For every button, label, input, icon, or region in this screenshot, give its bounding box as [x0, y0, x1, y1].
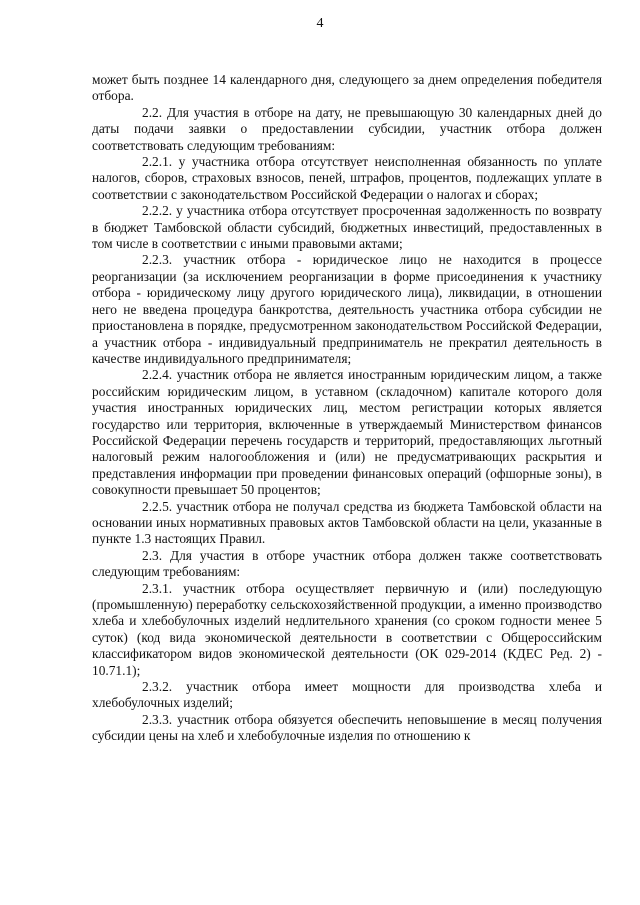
- paragraph: 2.2.4. участник отбора не является иностранным юридическим лицом, а также российским юридическим лицом, в уставном (складочном) капитале которого доля участия иностранных юридических лиц, местом регистрации которых является государство или территория, включенные в утверждаемый Министерством финансов Российской Федерации перечень государств и территорий, предоставляющих льготный налоговый режим налогообложения и (или) не предусматривающих раскрытия и представления информации при проведении финансовых операций (офшорные зоны), в совокупности превышает 50 процентов;: [92, 367, 602, 498]
- paragraph: 2.2.3. участник отбора - юридическое лицо не находится в процессе реорганизации (за исключением реорганизации в форме присоединения к участнику отбора - юридическому лицу другого юридического лица), ликвидации, в отношении него не введена процедура банкротства, деятельность участника отбора субсидии не приостановлена в порядке, предусмотренном законодательством Российской Федерации, а участник отбора - индивидуальный предприниматель не прекратил деятельность в качестве индивидуального предпринимателя;: [92, 252, 602, 366]
- paragraph: 2.2.2. у участника отбора отсутствует просроченная задолженность по возврату в бюджет Тамбовской области субсидий, бюджетных инвестиций, предоставленных в том числе в соответствии с иными правовыми актами;: [92, 203, 602, 252]
- paragraph: 2.2. Для участия в отборе на дату, не превышающую 30 календарных дней до даты подачи заявки о предоставлении субсидии, участник отбора должен соответствовать следующим требованиям:: [92, 104, 602, 153]
- paragraph: 2.3.2. участник отбора имеет мощности для производства хлеба и хлебобулочных изделий;: [92, 679, 602, 711]
- paragraph: 2.3. Для участия в отборе участник отбора должен также соответствовать следующим требованиям:: [92, 547, 602, 580]
- paragraph: 2.3.1. участник отбора осуществляет первичную и (или) последующую (промышленную) переработку сельскохозяйственной продукции, а именно производство хлеба и хлебобулочных изделий недлительного хранения (со сроком годности менее 5 суток) (код вида экономической деятельности в соответствии с Общероссийским классификатором видов экономической деятельности (ОК 029-2014 (КДЕС Ред. 2) - 10.71.1);: [92, 580, 602, 678]
- paragraph: 2.2.5. участник отбора не получал средства из бюджета Тамбовской области на основании иных нормативных правовых актов Тамбовской области на цели, указанные в пункте 1.3 настоящих Правил.: [92, 498, 602, 547]
- paragraph: 2.2.1. у участника отбора отсутствует неисполненная обязанность по уплате налогов, сборов, страховых взносов, пеней, штрафов, процентов, подлежащих уплате в соответствии с законодательством Российской Федерации о налогах и сборах;: [92, 154, 602, 202]
- page-number: 4: [316, 16, 324, 31]
- paragraph: 2.3.3. участник отбора обязуется обеспечить неповышение в месяц получения субсидии цены на хлеб и хлебобулочные изделия по отношению к: [92, 711, 602, 744]
- paragraph: может быть позднее 14 календарного дня, следующего за днем определения победителя отбора.: [92, 72, 602, 104]
- document-body: [92, 72, 602, 745]
